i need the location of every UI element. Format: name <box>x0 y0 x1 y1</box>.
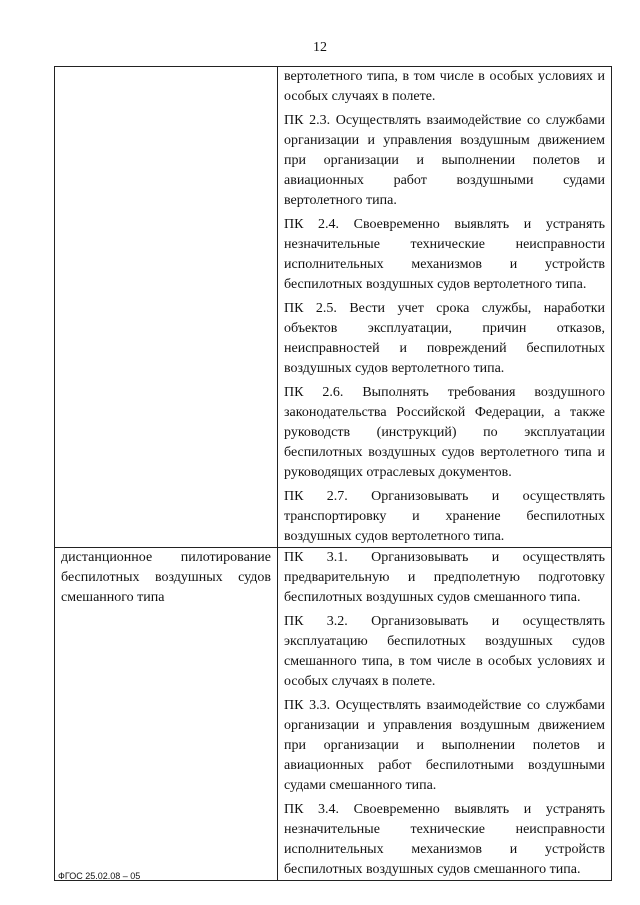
competency-text: ПК 2.6. Выполнять требования воздушного законодательства Российской Федерации, а также руководств (инструкций) по эксплуатации беспилотных воздушных судов вертолетного типа и руководящих отраслевых документов. <box>284 385 605 480</box>
table-row <box>55 67 612 548</box>
competency-text: ПК 2.3. Осуществлять взаимодействие со службами организации и управления воздушным движением при организации и выполнении полетов и авиационных работ воздушными судами вертолетного типа. <box>284 113 605 208</box>
competency-text: ПК 2.5. Вести учет срока службы, наработки объектов эксплуатации, причин отказов, неисправностей и повреждений беспилотных воздушных судов вертолетного типа. <box>284 301 605 376</box>
competency-text: ПК 3.2. Организовывать и осуществлять эксплуатацию беспилотных воздушных судов смешанного типа, в том числе в особых условиях и особых случаях в полете. <box>284 614 605 689</box>
activity-cell <box>55 67 278 548</box>
competency-text: ПК 2.7. Организовывать и осуществлять транспортировку и хранение беспилотных воздушных судов вертолетного типа. <box>284 489 605 544</box>
page-number: 12 <box>313 40 327 55</box>
table-row <box>55 548 612 881</box>
competencies-cell <box>278 67 612 548</box>
competency-text: ПК 3.3. Осуществлять взаимодействие со службами организации и управления воздушным движением при организации и выполнении полетов и авиационных работ беспилотными воздушными судами смешанного типа. <box>284 698 605 793</box>
competency-table <box>54 66 612 881</box>
competencies-cell <box>278 548 612 881</box>
competency-text: ПК 2.4. Своевременно выявлять и устранять незначительные технические неисправности исполнительных механизмов и устройств беспилотных воздушных судов вертолетного типа. <box>284 217 605 292</box>
competency-text: вертолетного типа, в том числе в особых условиях и особых случаях в полете. <box>284 69 605 104</box>
activity-text: дистанционное пилотирование беспилотных воздушных судов смешанного типа <box>61 550 271 605</box>
competency-text: ПК 3.4. Своевременно выявлять и устранять незначительные технические неисправности исполнительных механизмов и устройств беспилотных воздушных судов смешанного типа. <box>284 802 605 877</box>
document-code-footer: ФГОС 25.02.08 – 05 <box>58 871 141 881</box>
activity-cell <box>55 548 278 881</box>
competency-text: ПК 3.1. Организовывать и осуществлять предварительную и предполетную подготовку беспилотных воздушных судов смешанного типа. <box>284 550 605 605</box>
